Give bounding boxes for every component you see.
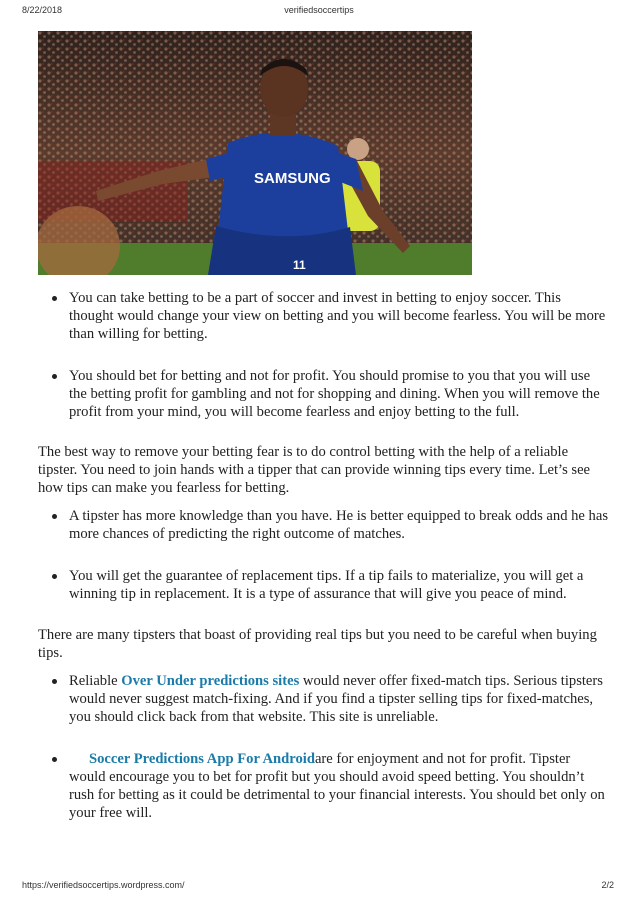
bullet-icon	[52, 574, 57, 579]
jersey-number: 11	[293, 258, 306, 272]
bullet-icon	[52, 679, 57, 684]
list-item	[38, 507, 608, 543]
list-item	[38, 289, 608, 343]
bullet-list-2	[38, 507, 608, 603]
list-item-text-post: are for enjoyment and not for profit. Tipster would encourage you to bet for profit but you should avoid speed betting. You shouldn’t rush for betting as it could be detrimental to your financial interests. You should bet only on your free will.	[69, 751, 605, 821]
print-header	[0, 5, 638, 19]
article-body	[38, 289, 608, 822]
bullet-icon	[52, 757, 57, 762]
jersey-sponsor-text: SAMSUNG	[254, 170, 331, 187]
bullet-list-3	[38, 672, 608, 822]
paragraph: The best way to remove your betting fear is to do control betting with the help of a reliable tipster. You need to join hands with a tipper that can provide winning tips every time. Let’s see how tips can make you fearless for betting.	[38, 444, 591, 496]
print-url: https://verifiedsoccertips.wordpress.com/	[22, 880, 185, 890]
list-item	[38, 672, 608, 726]
list-item-text-post: would never offer fixed-match tips. Serious tipsters would never suggest match-fixing. And if you find a tipster selling tips for fixed-matches, you should click back from that website. This site is unreliable.	[69, 673, 603, 725]
list-item	[38, 367, 608, 421]
list-item-text: You should bet for betting and not for profit. You should promise to you that you will use the betting profit for gambling and not for shopping and dining. When you will remove the profit from your mind, you will become fearless and enjoy betting to the full.	[69, 368, 600, 420]
bullet-icon	[52, 514, 57, 519]
paragraph: There are many tipsters that boast of providing real tips but you need to be careful when buying tips.	[38, 627, 597, 661]
list-item-text: You can take betting to be a part of soccer and invest in betting to enjoy soccer. This thought would change your view on betting and you will become fearless. You will be more than willing for betting.	[69, 290, 606, 342]
soccer-predictions-app-link[interactable]: Soccer Predictions App For Android	[89, 751, 315, 767]
article-photo	[38, 31, 472, 275]
list-item-text: A tipster has more knowledge than you have. He is better equipped to break odds and he has more chances of predicting the right outcome of matches.	[69, 508, 609, 542]
print-date: 8/22/2018	[22, 5, 63, 15]
page-number: 2/2	[601, 880, 614, 890]
over-under-predictions-link[interactable]: Over Under predictions sites	[121, 673, 300, 689]
list-item-text: You will get the guarantee of replacement tips. If a tip fails to materialize, you will get a winning tip in replacement. It is a type of assurance that will give you peace of mind.	[69, 568, 584, 602]
list-item	[38, 750, 608, 822]
list-item	[38, 567, 608, 603]
print-footer	[0, 880, 638, 894]
bullet-list-1	[38, 289, 608, 421]
bullet-icon	[52, 374, 57, 379]
soccer-player-illustration	[38, 31, 472, 275]
list-item-text-pre: Reliable	[69, 673, 122, 689]
bullet-icon	[52, 296, 57, 301]
print-site-title: verifiedsoccertips	[284, 5, 354, 15]
